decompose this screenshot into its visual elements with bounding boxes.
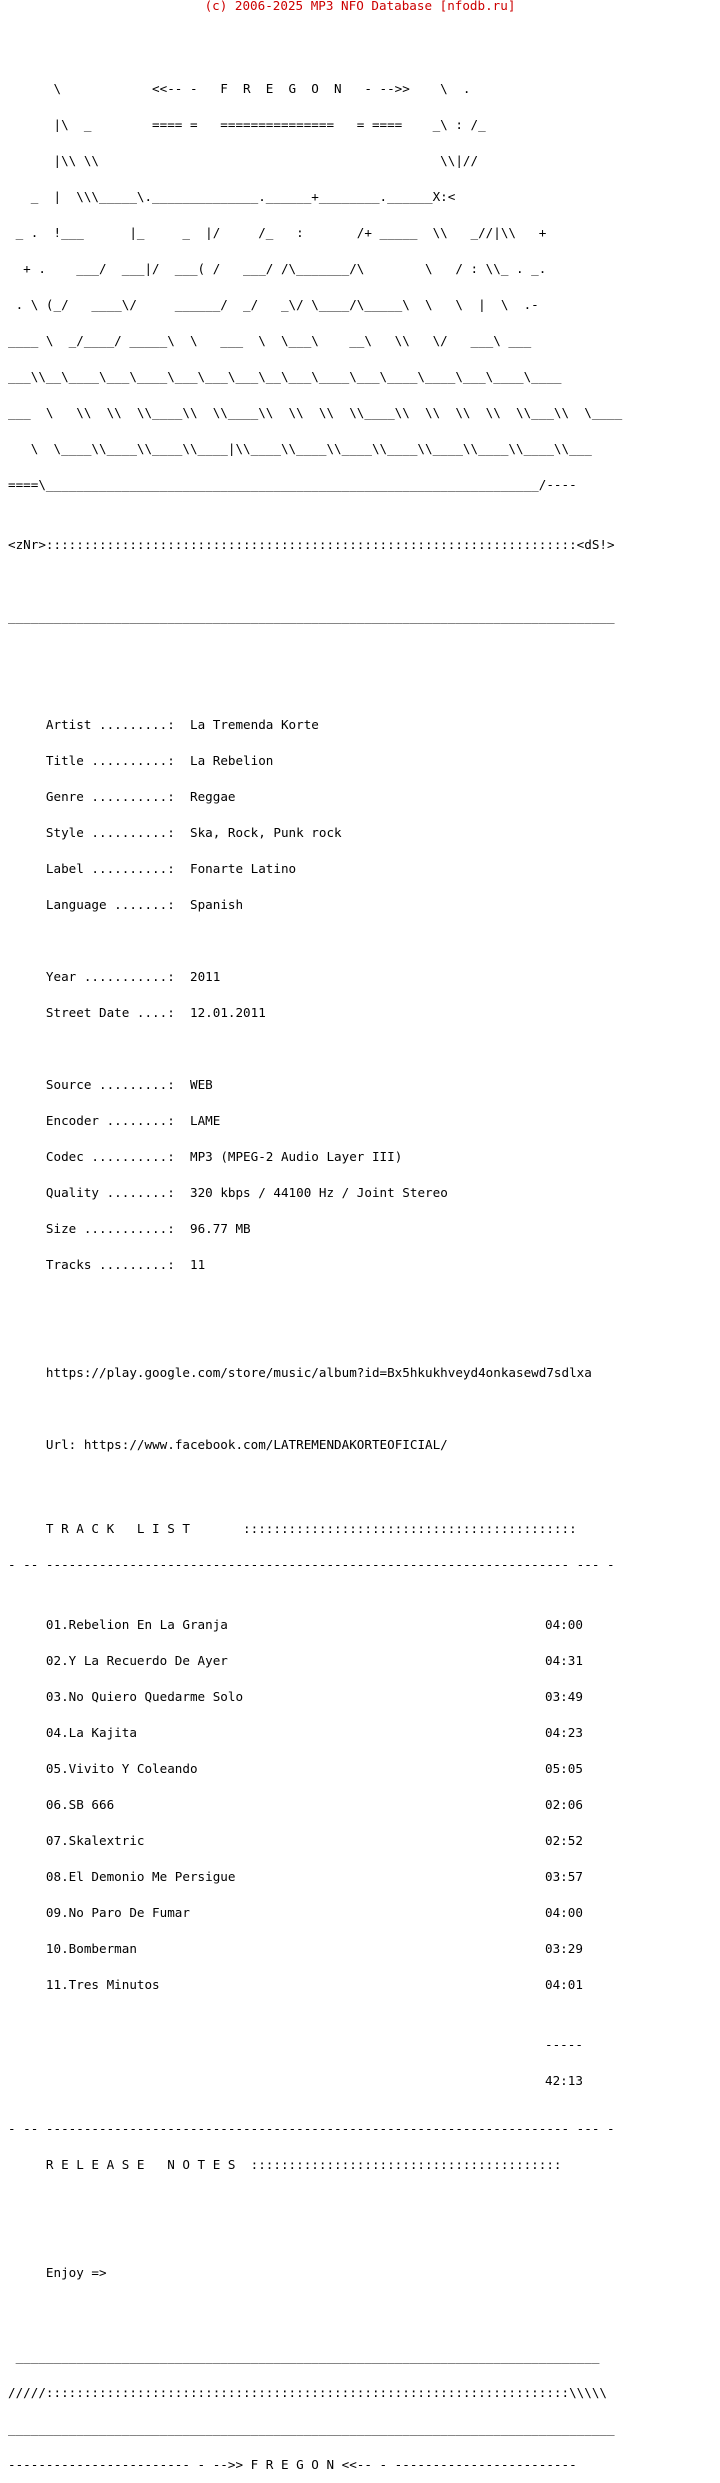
info-row-quality (8, 1187, 622, 1199)
footer-tagline: ------------------------ - -->> F R E G O N <<-- - ------------------------ (8, 2457, 577, 2472)
ascii-art-line: _ | \\\_____\.______________.______+________.______X:< (8, 189, 479, 204)
track-row (8, 1835, 622, 1847)
field-label: Street Date ....: (8, 1005, 190, 1020)
track-name: 09.No Paro De Fumar (8, 1905, 190, 1920)
blank-line (8, 1043, 622, 1055)
info-row-size (8, 1223, 622, 1235)
field-value-source: WEB (189, 1077, 213, 1092)
track-name: 11.Tres Minutos (8, 1977, 160, 1992)
ascii-art-line: ====\_________________________________________________________________/---- (8, 477, 577, 492)
field-label: Source .........: (8, 1077, 190, 1092)
total-time: 42:13 (545, 2073, 583, 2088)
ascii-art-line: . \ (_/ ____\/ ______/ _/ _\/ \____/\_____\ \ \ | \ .- (8, 297, 539, 312)
blank-line (8, 647, 622, 659)
field-label: Label ..........: (8, 861, 190, 876)
ascii-art-line: ____ \ _/____/ _____\ \ ___ \ \___\ __\ \\ \/ ___\ ___ (8, 333, 532, 348)
track-row (8, 1727, 622, 1739)
ascii-art-line: \ <<-- - F R E G O N - -->> \ . (8, 81, 486, 96)
track-time: 04:31 (545, 1653, 583, 1668)
section-rule: ________________________________________________________________________________ (8, 609, 615, 624)
info-row-street-date (8, 1007, 622, 1019)
blank-line (8, 1403, 622, 1415)
track-name: 04.La Kajita (8, 1725, 137, 1740)
field-label: Style ..........: (8, 825, 190, 840)
blank-line (8, 935, 622, 947)
field-value-artist: La Tremenda Korte (189, 717, 319, 732)
facebook-link[interactable]: https://www.facebook.com/LATREMENDAKORTEOFICIAL/ (83, 1437, 448, 1452)
track-time: 02:52 (545, 1833, 583, 1848)
track-time: 04:23 (545, 1725, 583, 1740)
ascii-art-line: |\\ \\ \\|// (8, 153, 494, 168)
footer-rule: ________________________________________________________________________________ (8, 2421, 615, 2436)
field-label: Size ...........: (8, 1221, 190, 1236)
track-name: 06.SB 666 (8, 1797, 115, 1812)
track-time: 03:57 (545, 1869, 583, 1884)
info-row-title (8, 755, 622, 767)
field-value-size: 96.77 MB (189, 1221, 251, 1236)
field-value-genre: Reggae (189, 789, 236, 804)
blank-line (8, 575, 622, 587)
field-label: Encoder ........: (8, 1113, 190, 1128)
field-value-year: 2011 (189, 969, 221, 984)
total-row (8, 2075, 622, 2087)
blank-line (8, 2303, 622, 2315)
field-value-language: Spanish (189, 897, 244, 912)
track-row (8, 1655, 622, 1667)
release-notes-text: Enjoy => (8, 2265, 107, 2280)
track-row (8, 1619, 622, 1631)
track-time: 02:06 (545, 1797, 583, 1812)
track-name: 07.Skalextric (8, 1833, 145, 1848)
field-label: Quality ........: (8, 1185, 190, 1200)
field-value-quality: 320 kbps / 44100 Hz / Joint Stereo (189, 1185, 448, 1200)
url-label: Url: (8, 1437, 84, 1452)
blank-line (8, 1331, 622, 1343)
field-label: Title ..........: (8, 753, 190, 768)
ascii-art-line: _ . !___ |_ _ |/ /_ : /+ _____ \\ _//|\\ + (8, 225, 547, 240)
field-value-title: La Rebelion (189, 753, 274, 768)
track-time: 03:29 (545, 1941, 583, 1956)
track-row (8, 1691, 622, 1703)
store-link[interactable]: https://play.google.com/store/music/album?id=Bx5hkukhveyd4onkasewd7sdlxa (8, 1365, 592, 1380)
track-row (8, 1763, 622, 1775)
track-row (8, 1979, 622, 1991)
track-time: 04:00 (545, 1617, 583, 1632)
field-label: Genre ..........: (8, 789, 190, 804)
field-value-encoder: LAME (189, 1113, 221, 1128)
total-rule: ----- (545, 2037, 583, 2052)
field-value-street-date: 12.01.2011 (189, 1005, 266, 1020)
info-row-tracks (8, 1259, 622, 1271)
info-row-label (8, 863, 622, 875)
info-row-codec (8, 1151, 622, 1163)
ascii-art-logo (8, 59, 622, 515)
nfo-document (8, 0, 622, 2483)
info-row-language (8, 899, 622, 911)
field-value-tracks: 11 (189, 1257, 206, 1272)
track-time: 05:05 (545, 1761, 583, 1776)
info-row-encoder (8, 1115, 622, 1127)
track-time: 04:00 (545, 1905, 583, 1920)
ascii-art-line: ___ \ \\ \\ \\____\\ \\____\\ \\ \\ \\____\\ \\ \\ \\ \\___\\ \____ (8, 405, 623, 420)
field-label: Tracks .........: (8, 1257, 190, 1272)
track-name: 02.Y La Recuerdo De Ayer (8, 1653, 228, 1668)
url-row (8, 1439, 622, 1451)
top-border: <zNr>::::::::::::::::::::::::::::::::::::::::::::::::::::::::::::::::::::::<dS!> (8, 537, 615, 552)
info-row-year (8, 971, 622, 983)
field-label: Language .......: (8, 897, 190, 912)
track-row (8, 1871, 622, 1883)
ascii-art-line: |\ _ ==== = =============== = ==== _\ : /_ (8, 117, 486, 132)
field-label: Codec ..........: (8, 1149, 190, 1164)
ascii-art-line: \ \____\\____\\____\\____|\\____\\____\\____\\____\\____\\____\\____\\___ (8, 441, 592, 456)
info-row-artist (8, 719, 622, 731)
blank-line (8, 2195, 622, 2207)
track-time: 04:01 (545, 1977, 583, 1992)
field-value-label: Fonarte Latino (189, 861, 297, 876)
field-value-codec: MP3 (MPEG-2 Audio Layer III) (189, 1149, 403, 1164)
track-time: 03:49 (545, 1689, 583, 1704)
track-name: 03.No Quiero Quedarme Solo (8, 1689, 244, 1704)
track-row (8, 1799, 622, 1811)
blank-line (8, 2231, 622, 2243)
release-notes-divider: - -- --------------------------------------------------------------------- --- - (8, 2121, 615, 2136)
tracklist-divider: - -- --------------------------------------------------------------------- --- - (8, 1557, 615, 1572)
track-name: 10.Bomberman (8, 1941, 137, 1956)
field-label: Artist .........: (8, 717, 190, 732)
ascii-art-line: + . ___/ ___|/ ___( / ___/ /\_______/\ \ / : \\_ . _. (8, 261, 554, 276)
info-row-genre (8, 791, 622, 803)
track-name: 08.El Demonio Me Persigue (8, 1869, 236, 1884)
track-row (8, 1943, 622, 1955)
release-notes-heading: R E L E A S E N O T E S ::::::::::::::::::::::::::::::::::::::::: (8, 2157, 562, 2172)
release-info (8, 695, 622, 1295)
tracklist-heading: T R A C K L I S T :::::::::::::::::::::::::::::::::::::::::::: (8, 1521, 577, 1536)
field-label: Year ...........: (8, 969, 190, 984)
ascii-art-line: ___\\__\____\___\____\___\___\___\__\___\____\___\____\____\___\____\____ (8, 369, 562, 384)
track-list (8, 1595, 622, 2015)
copyright-header: (c) 2006-2025 MP3 NFO Database [nfodb.ru] (204, 0, 516, 13)
footer-rule: _____________________________________________________________________________ (8, 2349, 600, 2364)
field-value-style: Ska, Rock, Punk rock (189, 825, 342, 840)
total-rule-row (8, 2039, 622, 2051)
track-row (8, 1907, 622, 1919)
info-row-source (8, 1079, 622, 1091)
blank-line (8, 1475, 622, 1487)
blank-line (8, 23, 622, 35)
info-row-style (8, 827, 622, 839)
track-name: 05.Vivito Y Coleando (8, 1761, 198, 1776)
track-name: 01.Rebelion En La Granja (8, 1617, 228, 1632)
footer-border: /////:::::::::::::::::::::::::::::::::::::::::::::::::::::::::::::::::::::\\\\\ (8, 2385, 607, 2400)
